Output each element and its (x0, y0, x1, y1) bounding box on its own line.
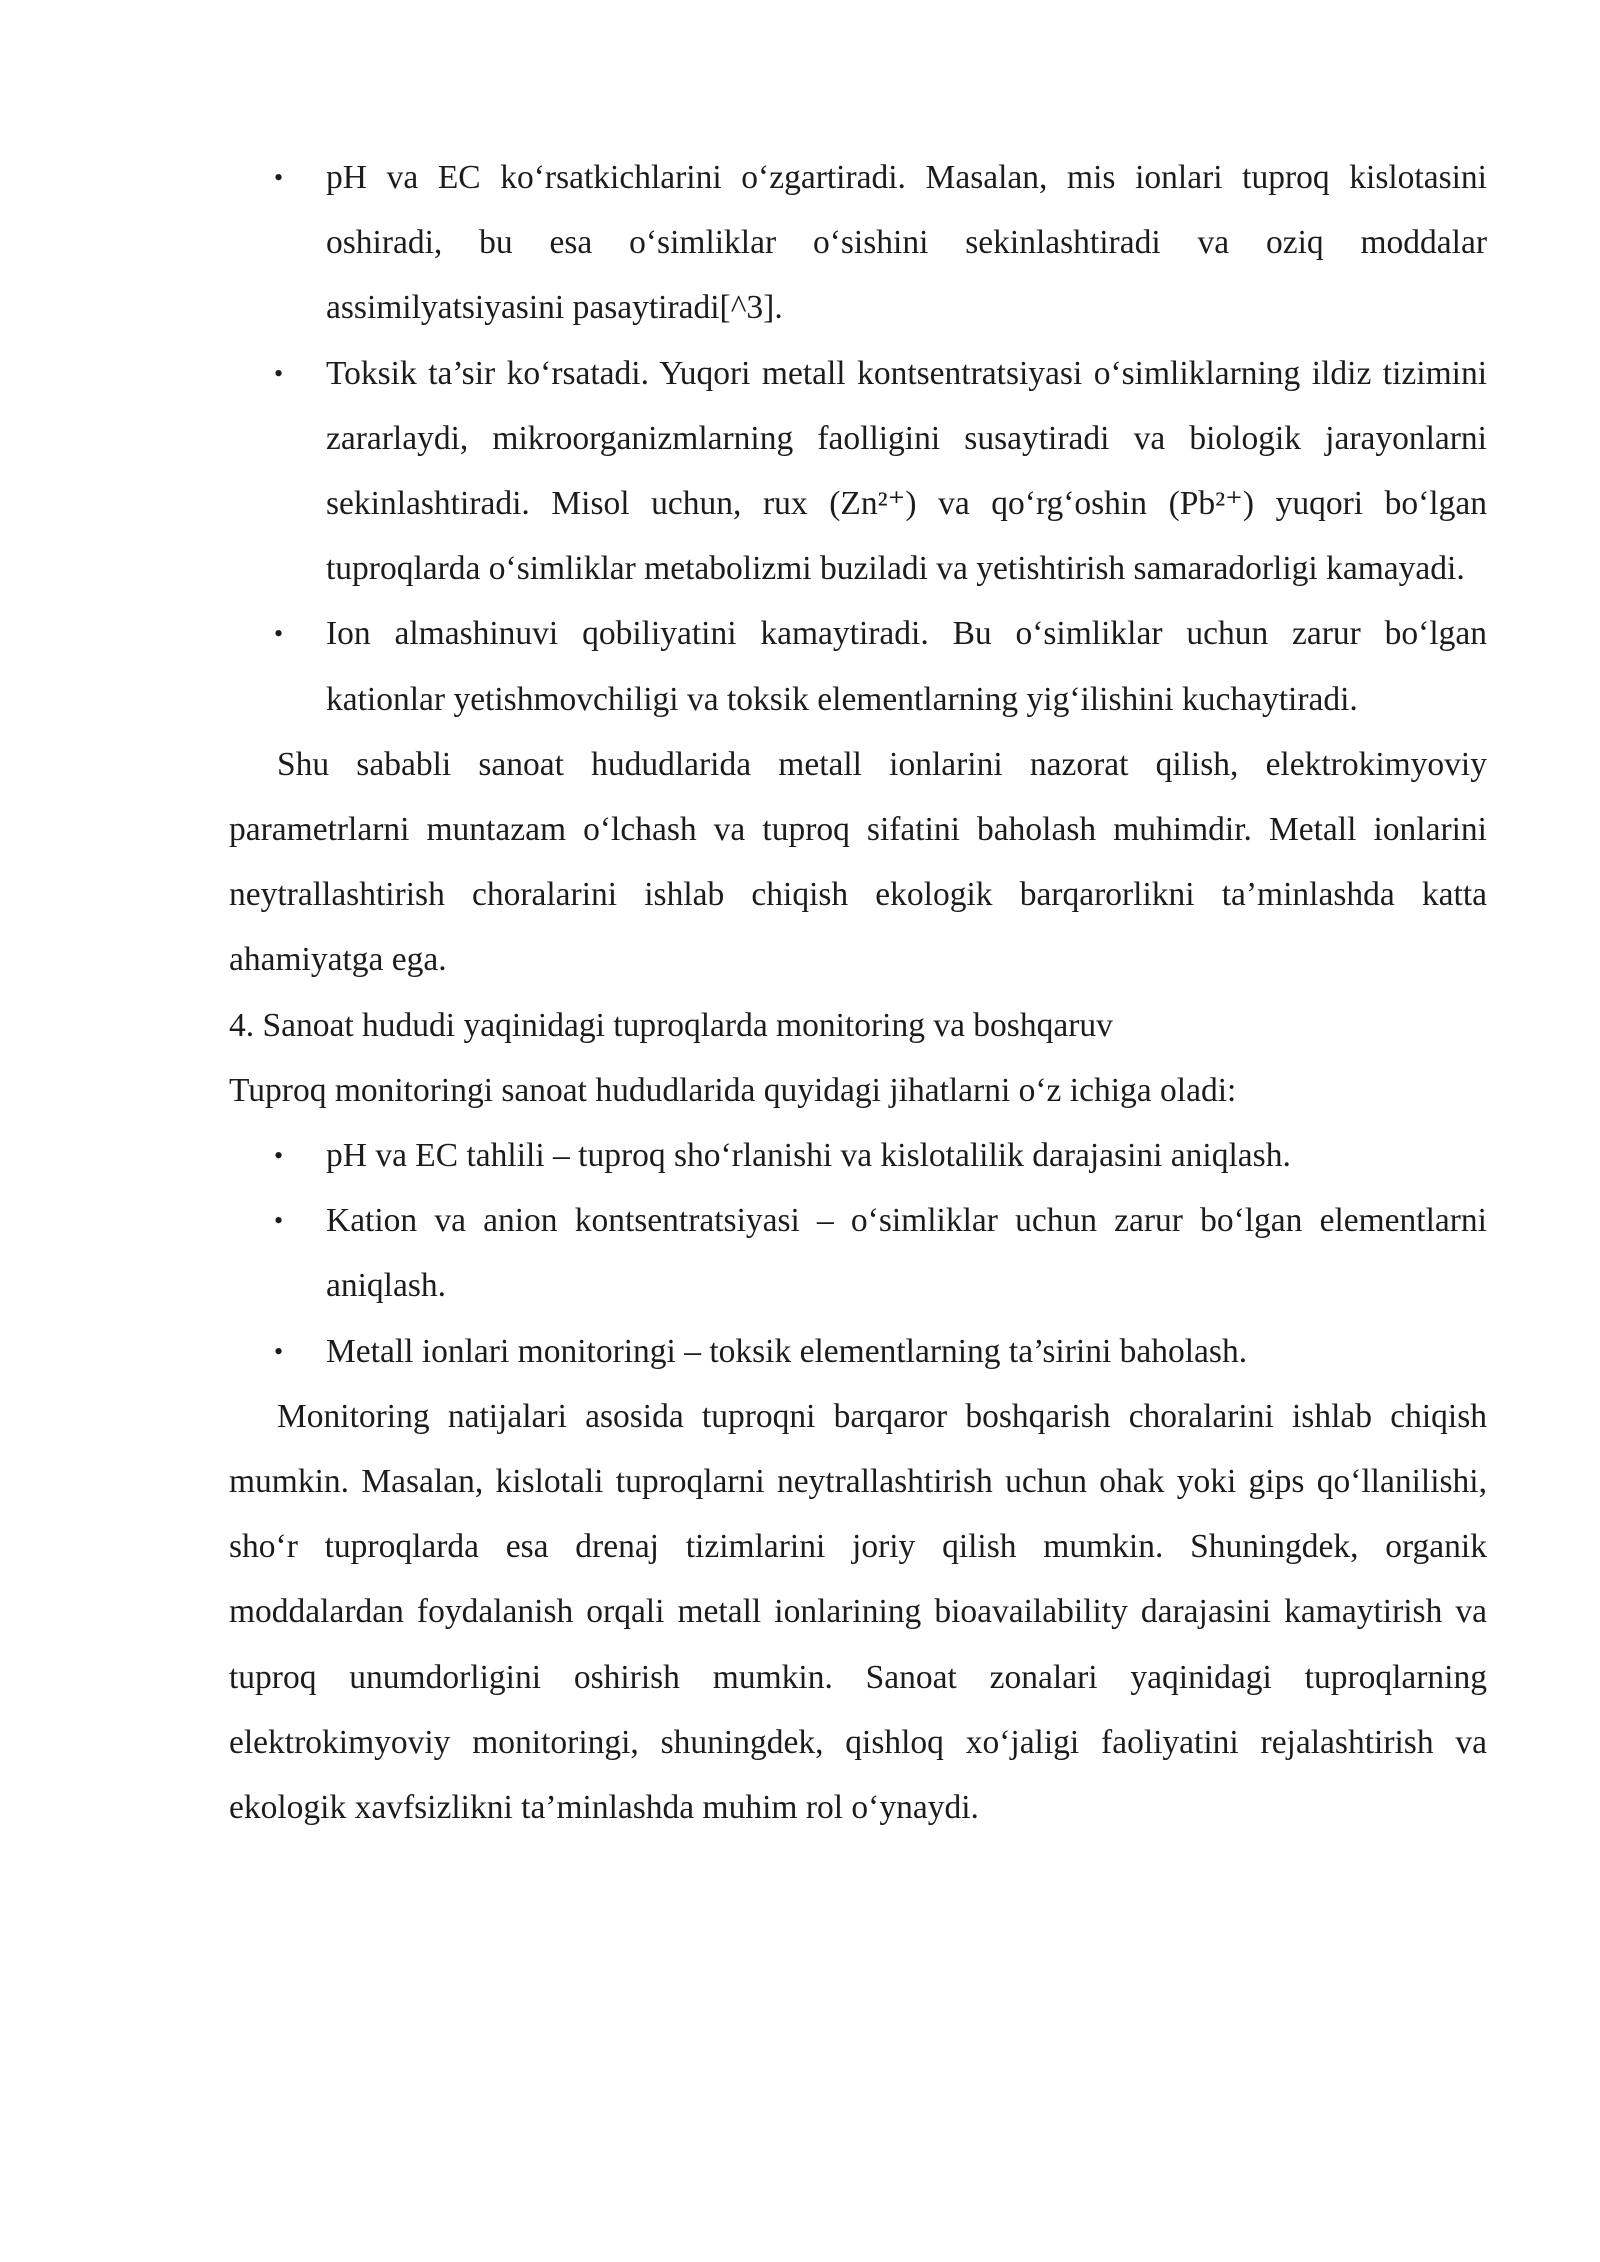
bullet-icon: • (274, 1336, 284, 1366)
document-page (229, 145, 1487, 1840)
list-item-text: pH va EC tahlili – tuproq sho‘rlanishi va kislotalilik darajasini aniqlash. (326, 1137, 1291, 1175)
list-item-text: Kation va anion kontsentratsiyasi – o‘simliklar uchun zarur bo‘lgan elementlarni aniqlash. (326, 1202, 1487, 1305)
list-item-text: Toksik ta’sir ko‘rsatadi. Yuqori metall kontsentratsiyasi o‘simliklarning ildiz tizimini zararlaydi, mikroorganizmlarning faolligini susaytiradi va biologik jarayonlarni sekinlashtiradi. Misol uchun, rux (Zn²⁺) va qo‘rg‘oshin (Pb²⁺) yuqori bo‘lgan tuproqlarda o‘simliklar metabolizmi buziladi va yetishtirish samaradorligi kamayadi. (326, 354, 1487, 588)
body-paragraph: Shu sababli sanoat hududlarida metall ionlarini nazorat qilish, elektrokimyoviy parametrlarni muntazam o‘lchash va tuproq sifatini baholash muhimdir. Metall ionlarini neytrallashtirish choralarini ishlab chiqish ekologik barqarorlikni ta’minlashda katta ahamiyatga ega. (229, 745, 1487, 979)
list-item-text: Ion almashinuvi qobiliyatini kamaytiradi. Bu o‘simliklar uchun zarur bo‘lgan kationlar yetishmovchiligi va toksik elementlarning yig‘ilishini kuchaytiradi. (326, 615, 1487, 718)
body-paragraph: Monitoring natijalari asosida tuproqni barqaror boshqarish choralarini ishlab chiqish mumkin. Masalan, kislotali tuproqlarni neytrallashtirish uchun ohak yoki gips qo‘llanilishi, sho‘r tuproqlarda esa drenaj tizimlarini joriy qilish mumkin. Shuningdek, organik moddalardan foydalanish orqali metall ionlarining bioavailability darajasini kamaytirish va tuproq unumdorligini oshirish mumkin. Sanoat zonalari yaqinidagi tuproqlarning elektrokimyoviy monitoringi, shuningdek, qishloq xo‘jaligi faoliyatini rejalashtirish va ekologik xavfsizlikni ta’minlashda muhim rol o‘ynaydi. (229, 1397, 1487, 1827)
list-item (274, 1188, 1487, 1318)
bullet-icon: • (274, 619, 284, 649)
list-item (274, 341, 1487, 602)
list-item-text: Metall ionlari monitoringi – toksik elementlarning ta’sirini baholash. (326, 1332, 1248, 1370)
effects-bullet-list (229, 145, 1487, 732)
list-item-text: pH va EC ko‘rsatkichlarini o‘zgartiradi. Masalan, mis ionlari tuproq kislotasini oshiradi, bu esa o‘simliklar o‘sishini sekinlashtiradi va oziq moddalar assimilyatsiyasini pasaytiradi[^3]. (326, 159, 1487, 327)
section-heading: 4. Sanoat hududi yaqinidagi tuproqlarda monitoring va boshqaruv (229, 1006, 1113, 1044)
list-item (274, 1319, 1487, 1384)
list-item (274, 145, 1487, 341)
bullet-icon: • (274, 1141, 284, 1171)
intro-line: Tuproq monitoringi sanoat hududlarida quyidagi jihatlarni o‘z ichiga oladi: (229, 1071, 1237, 1109)
list-item (274, 601, 1487, 731)
bullet-icon: • (274, 1206, 284, 1236)
bullet-icon: • (274, 358, 284, 388)
monitoring-bullet-list (229, 1123, 1487, 1384)
bullet-icon: • (274, 163, 284, 192)
list-item (274, 1123, 1487, 1188)
